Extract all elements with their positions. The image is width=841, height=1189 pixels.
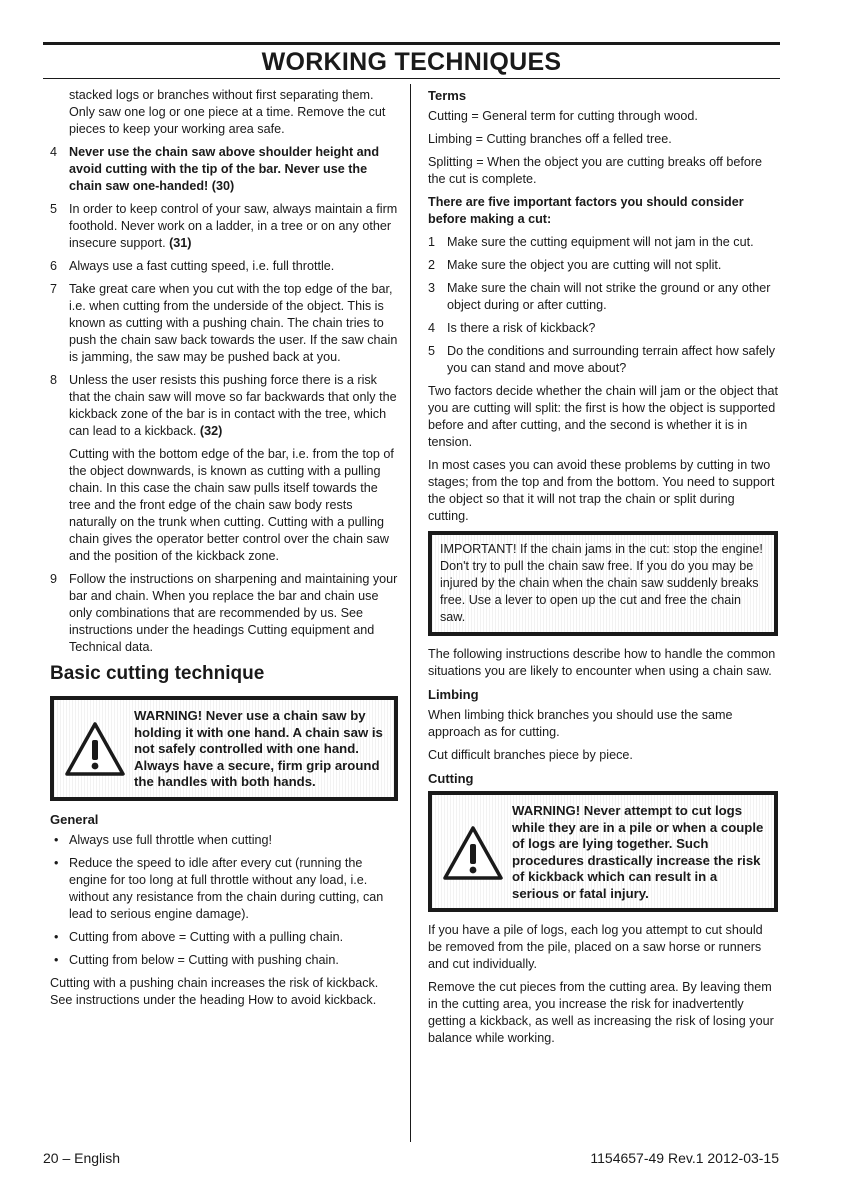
figure-ref: (31) bbox=[169, 236, 192, 250]
step-number: 1 bbox=[428, 235, 436, 249]
step-9 bbox=[50, 571, 398, 656]
step-7 bbox=[50, 281, 398, 366]
left-column bbox=[50, 87, 398, 1015]
step-number: 7 bbox=[50, 282, 58, 296]
cutting-paragraph-2: Remove the cut pieces from the cutting area. By leaving them in the cutting area, you increase the risk for inadvertently getting a kickback, as well as increasing the risk of losing your balance while working. bbox=[428, 980, 774, 1045]
page-number: 20 – English bbox=[43, 1150, 121, 1166]
list-item-text: Always use full throttle when cutting! bbox=[69, 832, 273, 847]
list-item-text: Reduce the speed to idle after every cut (running the engine for too long at full throttle without any load, i.e. without any resistance from the chain during cutting, can lead to serious engine damage). bbox=[69, 855, 384, 921]
general-bullets bbox=[50, 832, 398, 969]
limbing-paragraph-1: When limbing thick branches you should use the same approach as for cutting. bbox=[428, 708, 733, 739]
step-text: Make sure the chain will not strike the ground or any other object during or after cutting. bbox=[447, 281, 771, 312]
step-number: 4 bbox=[428, 321, 436, 335]
paragraph-two-stages: In most cases you can avoid these problems by cutting in two stages; from the top and from the bottom. You need to support the object so that it will not trap the chain or split during cutting. bbox=[428, 458, 775, 523]
warning-text: WARNING! Never use a chain saw by holding it with one hand. A chain saw is not safely controlled with one hand. Always have a secure, firm grip around the handles with both hands. bbox=[134, 708, 383, 789]
step-8 bbox=[50, 372, 398, 440]
warning-box-log-pile bbox=[428, 791, 778, 912]
factor-4 bbox=[428, 320, 778, 337]
step-number: 5 bbox=[428, 344, 436, 358]
step-text: Do the conditions and surrounding terrain affect how safely you can stand and move about? bbox=[447, 344, 776, 375]
step-8-continued bbox=[50, 446, 398, 565]
list-item: • Cutting from below = Cutting with pushing chain. bbox=[54, 952, 339, 967]
document-number: 1154657-49 Rev.1 2012-03-15 bbox=[590, 1150, 779, 1166]
step-number: 2 bbox=[428, 258, 436, 272]
cutting-paragraph-1: If you have a pile of logs, each log you attempt to cut should be removed from the pile, placed on a saw horse or runners and cut individually. bbox=[428, 923, 763, 971]
list-item-text: Cutting from above = Cutting with a pulling chain. bbox=[69, 929, 344, 944]
general-paragraph: Cutting with a pushing chain increases the risk of kickback. See instructions under the heading How to avoid kickback. bbox=[50, 975, 379, 1007]
general-heading: General bbox=[50, 811, 99, 827]
list-item: • Always use full throttle when cutting! bbox=[54, 832, 273, 847]
column-divider bbox=[410, 84, 411, 1142]
limbing-paragraph-2: Cut difficult branches piece by piece. bbox=[428, 748, 633, 762]
list-item-text: Cutting from below = Cutting with pushing chain. bbox=[69, 952, 339, 967]
step-text: Never use the chain saw above shoulder height and avoid cutting with the tip of the bar. Never use the chain saw one-handed! (30) bbox=[69, 145, 380, 193]
factor-1 bbox=[428, 234, 778, 251]
step-number: 3 bbox=[428, 281, 436, 295]
step-number: 6 bbox=[50, 259, 58, 273]
important-text: IMPORTANT! If the chain jams in the cut: stop the engine! Don't try to pull the chain saw free. If you do you may be injured by the chain when the chain saw suddenly breaks free. Use a lever to open up the cut and free the chain saw. bbox=[440, 542, 763, 624]
step-number: 4 bbox=[50, 145, 58, 159]
paragraph-following: The following instructions describe how to handle the common situations you are likely to encounter when using a chain saw. bbox=[428, 647, 776, 678]
factor-2 bbox=[428, 257, 778, 274]
step-text: Make sure the object you are cutting will not split. bbox=[447, 258, 722, 272]
factors-heading: There are five important factors you should consider before making a cut: bbox=[428, 195, 744, 226]
top-rule bbox=[43, 42, 780, 45]
figure-ref: (32) bbox=[199, 424, 223, 438]
basic-cutting-heading: Basic cutting technique bbox=[50, 663, 265, 684]
step-number: 8 bbox=[50, 373, 58, 387]
term-limbing: Limbing = Cutting branches off a felled tree. bbox=[428, 132, 672, 146]
factor-5 bbox=[428, 343, 778, 377]
warning-box-one-hand bbox=[50, 696, 398, 801]
step-number: 9 bbox=[50, 572, 58, 586]
step-6 bbox=[50, 258, 398, 275]
step-4 bbox=[50, 144, 398, 195]
step-text: Always use a fast cutting speed, i.e. full throttle. bbox=[69, 259, 335, 273]
step-text: Is there a risk of kickback? bbox=[447, 321, 596, 335]
list-item: • Cutting from above = Cutting with a pulling chain. bbox=[54, 929, 344, 944]
warning-triangle-icon bbox=[442, 825, 504, 881]
important-box bbox=[428, 531, 778, 636]
page-title: WORKING TECHNIQUES bbox=[261, 48, 562, 76]
limbing-heading: Limbing bbox=[428, 687, 479, 702]
step-text: Follow the instructions on sharpening and maintaining your bar and chain. When you replace the bar and chain use only combinations that are recommended by us. See instructions under the headings Cutting equipment and Technical data. bbox=[69, 572, 398, 654]
step-5 bbox=[50, 201, 398, 252]
step-text: Make sure the cutting equipment will not jam in the cut. bbox=[447, 235, 754, 249]
paragraph-two-factors: Two factors decide whether the chain will jam or the object that you are cutting will split: the first is how the object is supported before and after cutting, and the second is whether it is in tension. bbox=[428, 384, 779, 449]
list-item: • Reduce the speed to idle after every cut (running the engine for too long at full throttle without any load, i.e. without any resistance from the chain during cutting, can lead to serious engine damage). bbox=[54, 855, 384, 921]
right-column bbox=[428, 87, 778, 1053]
step-number: 5 bbox=[50, 202, 58, 216]
terms-heading: Terms bbox=[428, 88, 467, 103]
intro-paragraph: stacked logs or branches without first separating them. Only saw one log or one piece at a time. Remove the cut pieces to keep your working area safe. bbox=[69, 88, 386, 136]
warning-text: WARNING! Never attempt to cut logs while they are in a pile or when a couple of logs are lying together. Such procedures drastically increase the risk of kickback which can result in a serious or fatal injury. bbox=[512, 803, 764, 901]
step-text: In order to keep control of your saw, always maintain a firm foothold. Never work on a ladder, in a tree or on any other insecure support. bbox=[69, 202, 398, 250]
term-cutting: Cutting = General term for cutting through wood. bbox=[428, 109, 698, 123]
term-splitting: Splitting = When the object you are cutting breaks off before the cut is complete. bbox=[428, 155, 763, 186]
step-text: Take great care when you cut with the top edge of the bar, i.e. when cutting from the underside of the object. This is known as cutting with a pushing chain. The chain tries to push the chain saw back towards the user. If the saw chain is jamming, the saw may be pushed back at you. bbox=[69, 282, 398, 364]
step-text: Unless the user resists this pushing force there is a risk that the chain saw will move so far backwards that only the kickback zone of the bar is in contact with the tree, which can lead to a kickback. bbox=[69, 373, 397, 438]
warning-triangle-icon bbox=[64, 721, 126, 777]
factor-3 bbox=[428, 280, 778, 314]
cutting-heading: Cutting bbox=[428, 771, 474, 786]
title-rule bbox=[43, 78, 780, 79]
step-text: Cutting with the bottom edge of the bar, i.e. from the top of the object downwards, is known as cutting with a pulling chain. In this case the chain saw pulls itself towards the tree and the front edge of the chain saw body rests naturally on the trunk when cutting. Cutting with a pulling chain gives the operator better control over the chain saw and the position of the kickback zone. bbox=[69, 447, 394, 563]
